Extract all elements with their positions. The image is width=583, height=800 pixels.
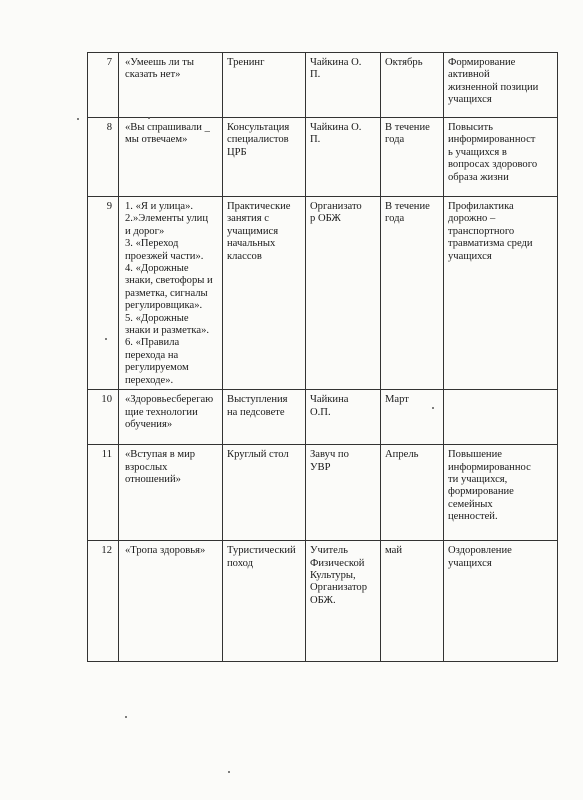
row-number-cell — [88, 445, 119, 541]
event-goal-text — [448, 545, 553, 570]
event-date-cell — [381, 53, 444, 118]
event-responsible-text — [310, 449, 376, 474]
event-form-line: Туристический — [227, 545, 296, 557]
event-goal-text — [448, 449, 553, 523]
event-name-line: перехода на — [125, 349, 179, 361]
event-name-line: «Здоровьесберегаю — [125, 394, 214, 406]
event-form-cell — [223, 197, 306, 390]
event-responsible-cell — [306, 118, 381, 197]
event-name-line: проезжей части». — [125, 250, 204, 262]
event-responsible-cell — [306, 541, 381, 662]
event-form-text — [227, 449, 301, 461]
scan-speck — [432, 407, 434, 409]
row-number: 10 — [101, 394, 112, 406]
event-goal-line: ти учащихся, — [448, 473, 508, 485]
event-responsible-text — [310, 122, 376, 147]
event-form-text — [227, 122, 301, 159]
event-name-line: 6. «Правила — [125, 337, 180, 349]
row-number: 8 — [106, 122, 112, 133]
event-date-line: Апрель — [385, 449, 419, 461]
event-name-line: «Вы спрашивали _ — [125, 122, 210, 133]
table-row — [88, 197, 558, 390]
event-form-line: Выступления — [227, 394, 288, 406]
event-name-line: 2.»Элементы улиц — [125, 213, 209, 225]
row-number: 11 — [101, 449, 112, 461]
event-name-line: «Умеешь ли ты — [125, 57, 194, 68]
event-responsible-text — [310, 57, 376, 82]
event-goal-line: Формирование — [448, 57, 516, 68]
event-form-line: классов — [227, 250, 262, 262]
event-goal-cell — [444, 53, 558, 118]
event-date-text — [385, 545, 439, 557]
event-date-line: В течение — [385, 201, 430, 212]
event-name-line: регулируемом — [125, 362, 189, 374]
table-row — [88, 53, 558, 118]
table-row — [88, 390, 558, 445]
event-goal-line: транспортного — [448, 225, 515, 237]
event-date-text — [385, 449, 439, 461]
event-goal-cell — [444, 541, 558, 662]
event-date-line: года — [385, 134, 405, 146]
table-row — [88, 445, 558, 541]
event-form-line: ЦРБ — [227, 146, 247, 158]
event-name-line: 4. «Дорожные — [125, 263, 189, 275]
event-name-cell — [119, 53, 223, 118]
event-name-line: 1. «Я и улица». — [125, 201, 194, 212]
event-responsible-text — [310, 545, 376, 607]
event-goal-cell — [444, 445, 558, 541]
event-responsible-cell — [306, 445, 381, 541]
event-name-line: обучения» — [125, 418, 173, 430]
event-name-line: сказать нет» — [125, 69, 181, 81]
scan-speck — [77, 118, 79, 120]
event-responsible-text — [310, 201, 376, 226]
event-name-line: мы отвечаем» — [125, 134, 188, 146]
event-goal-cell — [444, 390, 558, 445]
event-responsible-cell — [306, 197, 381, 390]
scan-speck — [148, 117, 150, 119]
event-name-cell — [119, 541, 223, 662]
event-responsible-line: П. — [310, 69, 321, 81]
event-goal-line: учащихся — [448, 250, 492, 262]
event-form-cell — [223, 118, 306, 197]
event-name-line: отношений» — [125, 473, 181, 485]
event-name-line: 3. «Переход — [125, 238, 179, 250]
event-goal-cell — [444, 118, 558, 197]
event-date-cell — [381, 197, 444, 390]
event-form-line: учащимися — [227, 225, 279, 237]
event-responsible-line: УВР — [310, 461, 331, 473]
event-responsible-line: Завуч по — [310, 449, 349, 461]
event-responsible-line: Чайкина — [310, 394, 349, 406]
event-date-line: года — [385, 213, 405, 225]
event-name-cell — [119, 390, 223, 445]
event-name-line: и дорог» — [125, 225, 165, 237]
event-goal-line: жизненной позиции — [448, 81, 539, 93]
event-goal-line: ценностей. — [448, 511, 498, 523]
event-goal-line: вопросах здорового — [448, 159, 538, 171]
event-form-line: занятия с — [227, 213, 269, 225]
event-name-cell — [119, 118, 223, 197]
event-date-line: Март — [385, 394, 409, 406]
event-goal-line: Повышение — [448, 449, 502, 461]
event-name-cell — [119, 197, 223, 390]
event-name-text — [125, 57, 218, 82]
event-responsible-line: ОБЖ. — [310, 594, 336, 606]
event-goal-line: Повысить — [448, 122, 493, 133]
event-goal-line: ь учащихся в — [448, 146, 507, 158]
event-form-line: поход — [227, 557, 253, 569]
event-form-line: Консультация — [227, 122, 290, 133]
event-form-cell — [223, 390, 306, 445]
event-form-cell — [223, 53, 306, 118]
event-name-line: регулировщика». — [125, 300, 203, 312]
event-goal-line: информированност — [448, 134, 536, 146]
event-form-text — [227, 57, 301, 69]
row-number-cell — [88, 541, 119, 662]
event-date-line: Октябрь — [385, 57, 423, 68]
event-responsible-line: р ОБЖ — [310, 213, 341, 225]
event-goal-text — [448, 122, 553, 184]
event-form-line: начальных — [227, 238, 276, 250]
event-responsible-line: Культуры, — [310, 569, 356, 581]
row-number: 9 — [106, 201, 112, 212]
event-responsible-line: Чайкина О. — [310, 57, 362, 68]
event-date-text — [385, 122, 439, 147]
event-form-cell — [223, 541, 306, 662]
event-date-cell — [381, 541, 444, 662]
event-responsible-line: Учитель — [310, 545, 348, 557]
event-date-text — [385, 201, 439, 226]
event-goal-line: Оздоровление — [448, 545, 512, 557]
event-date-cell — [381, 445, 444, 541]
event-date-cell — [381, 118, 444, 197]
event-name-line: знаки, светофоры и — [125, 275, 213, 287]
event-date-text — [385, 57, 439, 69]
event-goal-line: семейных — [448, 498, 493, 510]
event-form-text — [227, 394, 301, 419]
event-goal-line: травматизма среди — [448, 238, 533, 250]
event-name-line: 5. «Дорожные — [125, 312, 189, 324]
event-name-line: «Вступая в мир — [125, 449, 196, 461]
event-responsible-cell — [306, 53, 381, 118]
event-goal-line: информированнос — [448, 461, 531, 473]
event-responsible-line: Физической — [310, 557, 365, 569]
table-row — [88, 118, 558, 197]
event-date-text — [385, 394, 439, 406]
event-date-cell — [381, 390, 444, 445]
event-responsible-line: Организато — [310, 201, 362, 212]
event-name-text — [125, 545, 218, 557]
event-name-text — [125, 122, 218, 147]
event-name-line: взрослых — [125, 461, 168, 473]
row-number-cell — [88, 390, 119, 445]
event-name-line: переходе». — [125, 374, 174, 386]
event-responsible-cell — [306, 390, 381, 445]
event-goal-text — [448, 201, 553, 263]
event-name-line: знаки и разметка». — [125, 325, 210, 337]
event-form-line: Круглый стол — [227, 449, 289, 461]
event-responsible-line: Чайкина О. — [310, 122, 362, 133]
table-row — [88, 541, 558, 662]
event-goal-line: учащихся — [448, 557, 492, 569]
row-number-cell — [88, 197, 119, 390]
event-date-line: май — [385, 545, 403, 557]
scan-speck — [105, 338, 107, 340]
row-number: 7 — [106, 57, 112, 68]
row-number-cell — [88, 53, 119, 118]
row-number: 12 — [101, 545, 112, 557]
event-goal-line: дорожно – — [448, 213, 496, 225]
event-goal-line: Профилактика — [448, 201, 514, 212]
events-table — [87, 52, 558, 662]
event-form-text — [227, 545, 301, 570]
event-goal-line: формирование — [448, 486, 514, 498]
event-name-line: разметка, сигналы — [125, 287, 208, 299]
event-responsible-line: Организатор — [310, 582, 368, 594]
event-form-text — [227, 201, 301, 263]
event-goal-line: активной — [448, 69, 490, 81]
event-form-line: специалистов — [227, 134, 289, 146]
event-form-line: Практические — [227, 201, 291, 212]
event-responsible-text — [310, 394, 376, 419]
event-name-text — [125, 449, 218, 486]
event-goal-line: образа жизни — [448, 171, 509, 183]
event-goal-line: учащихся — [448, 94, 492, 106]
row-number-cell — [88, 118, 119, 197]
scan-speck — [125, 716, 127, 718]
event-name-line: «Тропа здоровья» — [125, 545, 206, 557]
event-form-line: Тренинг — [227, 57, 265, 68]
event-goal-cell — [444, 197, 558, 390]
scan-speck — [228, 771, 230, 773]
event-goal-text — [448, 57, 553, 107]
event-responsible-line: П. — [310, 134, 321, 146]
event-date-line: В течение — [385, 122, 430, 133]
event-form-cell — [223, 445, 306, 541]
event-form-line: на педсовете — [227, 406, 285, 418]
events-table-body — [88, 53, 558, 662]
event-responsible-line: О.П. — [310, 406, 331, 418]
event-name-text — [125, 394, 218, 431]
event-name-line: щие технологии — [125, 406, 198, 418]
event-name-cell — [119, 445, 223, 541]
event-name-text — [125, 201, 218, 387]
